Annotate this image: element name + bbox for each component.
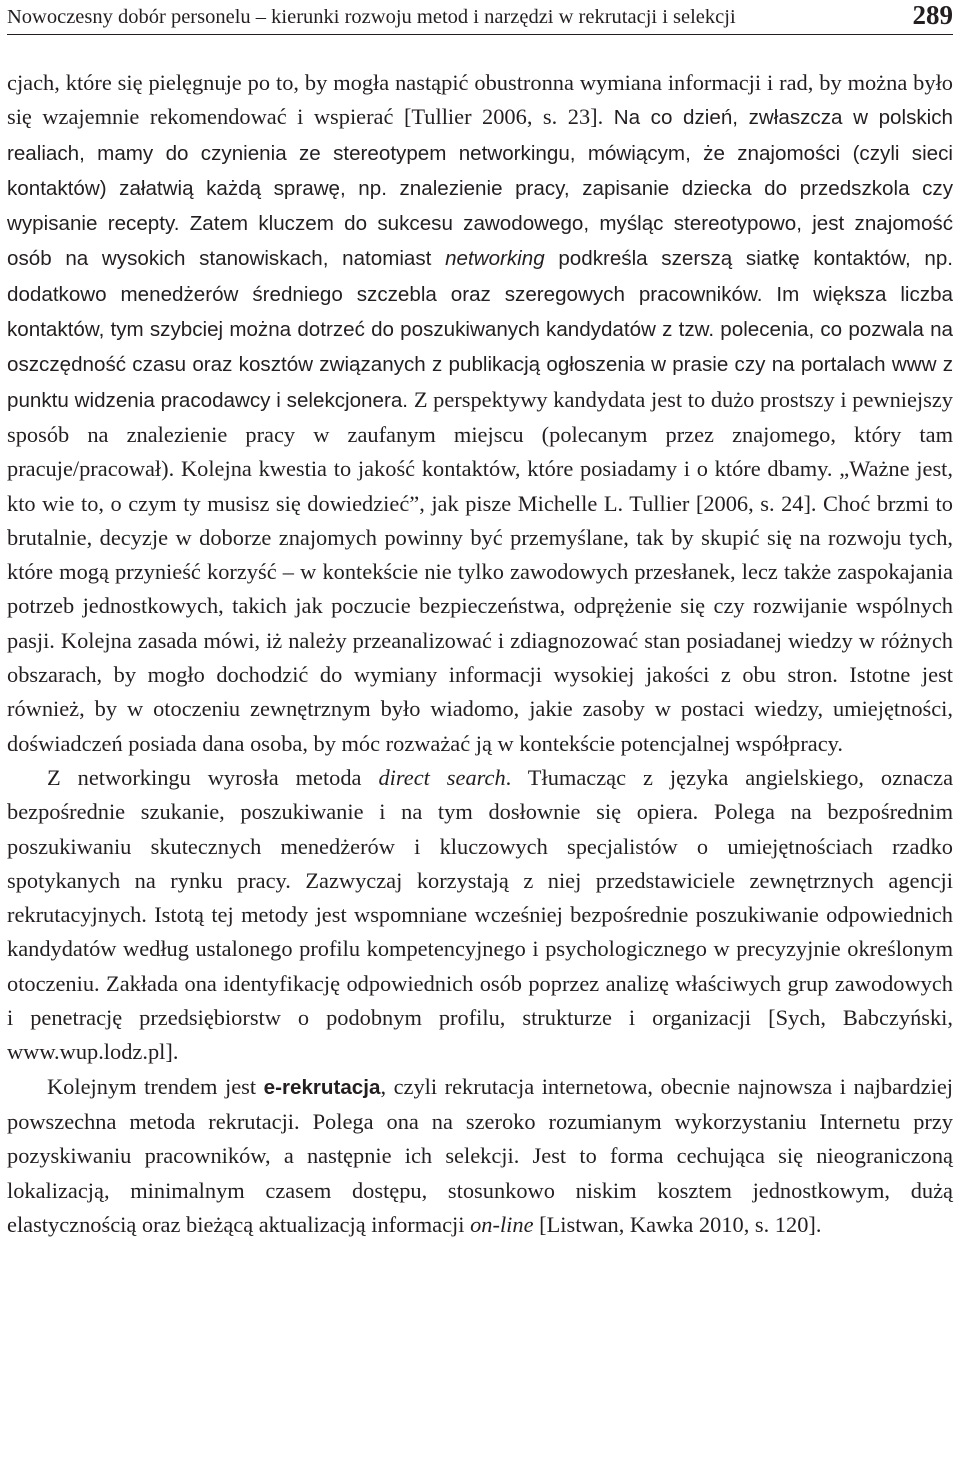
text-span: [Listwan, Kawka 2010, s. 120].	[533, 1211, 822, 1237]
term-e-rekrutacja: e-rekrutacja	[263, 1075, 381, 1099]
page-number: 289	[912, 0, 953, 30]
running-title: Nowoczesny dobór personelu – kierunki rozwoju metod i narzędzi w rekrutacji i selekcji	[7, 6, 736, 28]
text-span: Z perspektywy kandydata jest to dużo prostszy i pewniejszy sposób na znalezienie pracy w zaufanym miejscu (polecanym przez znajomego, który tam pracuje/pracował). Kolejna kwestia to jakość kontaktów, które posiadamy i o które dbamy. „Ważne jest, kto wie to, o czym ty musisz się dowiedzieć”, jak pisze Michelle L. Tullier [2006, s. 24]. Choć brzmi to brutalnie, decyzje w doborze znajomych powinny być przemyślane, tak by skupić się na rozwoju tych, które mogą przynieść korzyść – w kontekście nie tylko zawodowych przesłanek, lecz także zaspokajania potrzeb jednostkowych, takich jak poczucie bezpieczeństwa, odprężenie się czy rozwijanie wspólnych pasji. Kolejna zasada mówi, iż należy przeanalizować i zdiagnozować stan posiadanej wiedzy w różnych obszarach, by mogło dochodzić do wymiany informacji wysokiej jakości z obu stron. Istotne jest również, by w otoczeniu zewnętrznym było wiadomo, jakie zasoby w postaci wiedzy, umiejętności, doświadczeń posiada dana osoba, by móc rozważać ją w kontekście potencjalnej współpracy.	[7, 386, 953, 756]
text-span: Z networkingu wyrosła metoda	[47, 764, 379, 790]
text-span: . Tłumacząc z języka angielskiego, oznacza bezpośrednie szukanie, poszukiwanie i na tym dosłownie się opiera. Polega na bezpośrednim poszukiwaniu skutecznych menedżerów i kluczowych specjalistów o umiejętnościach rzadko spotykanych na rynku pracy. Zazwyczaj korzystają z niej przedstawiciele zewnętrznych agencji rekrutacyjnych. Istotą tej metody jest wspomniane wcześniej bezpośrednie poszukiwanie odpowiednich kandydatów według ustalonego profilu kompetencyjnego i psychologicznego w precyzyjnie określonym otoczeniu. Zakłada ona identyfikację odpowiednich osób poprzez analizę właściwych grup zawodowych i penetrację przedsiębiorstw o podobnym profilu, strukturze i organizacji [Sych, Babczyński, www.wup.lodz.pl].	[7, 764, 954, 1065]
paragraph-e-rekrutacja	[7, 1070, 953, 1242]
text-span: Na co dzień, zwłaszcza w polskich realiach, mamy do czynienia ze stereotypem networkingu, mówiącym, że znajomości (czyli sieci kontaktów) załatwią każdą sprawę, np. znalezienie pracy, zapisanie dziecka do przedszkola czy wypisanie recepty. Zatem kluczem do sukcesu zawodowego, myśląc stereotypowo, jest znajomość osób na wysokich stanowiskach, natomiast	[7, 106, 953, 271]
text-span: cjach, które się pielęgnuje po to, by mogła nastąpić obustronna wymiana informacji i rad, by można było się wzajemnie rekomendować i wspierać [Tullier 2006, s. 23].	[7, 70, 953, 130]
emphasis-networking: networking	[445, 247, 545, 271]
text-span: podkreśla szerszą siatkę kontaktów, np. dodatkowo menedżerów średniego szczebla oraz szeregowych pracowników. Im większa liczba kontaktów, tym szybciej można dotrzeć do poszukiwanych kandydatów z tzw. polecenia, co pozwala na oszczędność czasu oraz kosztów związanych z publikacją ogłoszenia w prasie czy na portalach www z punktu widzenia pracodawcy i selekcjonera.	[7, 247, 953, 412]
emphasis-on-line: on-line	[470, 1211, 534, 1237]
body-text	[7, 66, 953, 1242]
text-span: , czyli rekrutacja internetowa, obecnie najnowsza i najbardziej powszechna metoda rekrutacji. Polega ona na szeroko rozumianym wykorzystaniu Internetu przy pozyskiwaniu pracowników, a następnie ich selekcji. Jest to forma cechująca się nieograniczoną lokalizacją, minimalnym czasem dostępu, stosunkowo niskim kosztem jednostkowym, dużą elastycznością oraz bieżącą aktualizacją informacji	[7, 1073, 953, 1237]
running-header	[7, 0, 953, 35]
paragraph-networking	[7, 66, 953, 761]
emphasis-direct-search: direct search	[378, 764, 506, 790]
text-span: Kolejnym trendem jest	[47, 1073, 264, 1099]
paragraph-direct-search	[7, 761, 953, 1070]
